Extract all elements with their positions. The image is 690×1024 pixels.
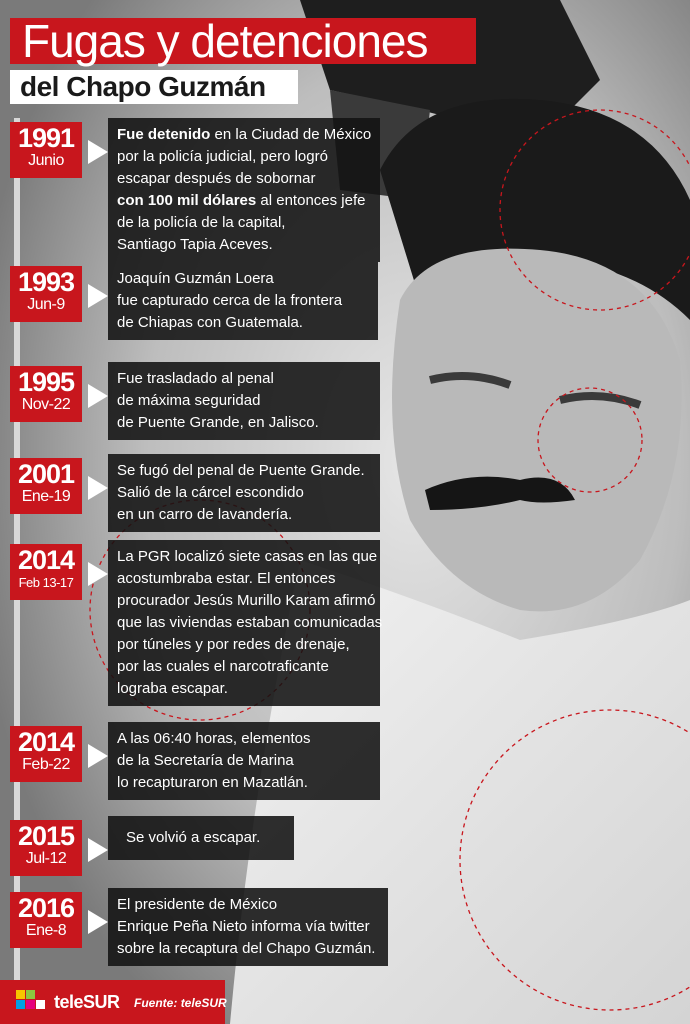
description-text: acostumbraba estar. El entonces — [117, 570, 336, 587]
description-text: en la Ciudad de México — [210, 126, 372, 143]
description-text: de la policía de la capital, — [117, 214, 286, 231]
description-text: Santiago Tapia Aceves. — [117, 236, 273, 253]
description-line — [117, 124, 370, 146]
description-line — [117, 190, 370, 212]
description-text: El presidente de México — [117, 896, 278, 913]
description-text: escapar después de sobornar — [117, 170, 316, 187]
description-line — [117, 482, 370, 504]
event-date-tag — [10, 726, 82, 782]
description-line — [117, 772, 370, 794]
description-text: que las viviendas estaban comunicadas — [117, 614, 383, 631]
event-description — [108, 816, 294, 860]
event-date: Ene-8 — [25, 922, 67, 939]
description-text: de Puente Grande, en Jalisco. — [117, 414, 319, 431]
description-line — [117, 750, 370, 772]
arrow-right-icon — [88, 744, 108, 768]
event-date: Nov-22 — [21, 396, 71, 413]
description-line — [117, 312, 368, 334]
event-description — [108, 118, 380, 262]
description-line — [117, 234, 370, 256]
event-date: Feb 13-17 — [18, 575, 74, 590]
description-text: La PGR localizó siete casas en las que — [117, 548, 378, 565]
highlight-text: con 100 mil dólares — [117, 192, 257, 209]
event-description — [108, 454, 380, 532]
description-text: por túneles y por redes de drenaje, — [117, 636, 350, 653]
page-subtitle: del Chapo Guzmán — [20, 71, 266, 102]
description-text: de Chiapas con Guatemala. — [117, 314, 303, 331]
event-date: Jun-9 — [27, 296, 65, 313]
logo-prefix: tele — [54, 992, 84, 1012]
description-line — [117, 634, 370, 656]
description-text: al entonces jefe — [256, 192, 366, 209]
description-text: Se fugó del penal de Puente Grande. — [117, 462, 365, 479]
event-year: 2015 — [17, 821, 75, 851]
arrow-right-icon — [88, 838, 108, 862]
description-line — [117, 590, 376, 612]
description-text: procurador Jesús Murillo Karam afirmó — [117, 592, 376, 609]
description-line — [117, 146, 370, 168]
description-line — [117, 412, 370, 434]
description-text: de la Secretaría de Marina — [117, 752, 294, 769]
highlight-text: Fue detenido — [117, 126, 211, 143]
description-line — [117, 460, 370, 482]
arrow-right-icon — [88, 562, 108, 586]
source-value: teleSUR — [180, 996, 227, 1010]
event-description — [108, 888, 388, 966]
event-date: Ene-19 — [21, 488, 71, 505]
description-line — [117, 728, 370, 750]
event-year: 2016 — [17, 893, 75, 923]
description-text: por las cuales el narcotraficante — [117, 658, 329, 675]
event-description — [108, 262, 378, 340]
source-label: Fuente: — [134, 996, 178, 1010]
description-text: Fue trasladado al penal — [117, 370, 274, 387]
description-text: Joaquín Guzmán Loera — [117, 270, 274, 287]
arrow-right-icon — [88, 476, 108, 500]
logo-suffix: SUR — [83, 992, 120, 1012]
arrow-right-icon — [88, 384, 108, 408]
event-date-tag — [10, 366, 82, 422]
description-text: A las 06:40 horas, elementos — [117, 730, 311, 747]
event-description — [108, 362, 380, 440]
event-date: Feb-22 — [22, 756, 70, 773]
subtitle-banner — [10, 70, 298, 104]
telesur-logo-icon — [14, 986, 50, 1016]
event-date-tag — [10, 122, 82, 178]
event-date-tag — [10, 544, 82, 600]
page-title: Fugas y detenciones — [22, 15, 428, 67]
description-text: Enrique Peña Nieto informa vía twitter — [117, 918, 370, 935]
description-line — [117, 656, 370, 678]
description-text: en un carro de lavandería. — [117, 506, 293, 523]
event-date-tag — [10, 266, 82, 322]
event-description — [108, 722, 380, 800]
description-line — [117, 894, 378, 916]
description-text: Se volvió a escapar. — [126, 829, 261, 846]
event-date: Jul-12 — [25, 850, 67, 867]
event-year: 1991 — [17, 123, 75, 153]
event-date-tag — [10, 458, 82, 514]
event-year: 1995 — [17, 367, 75, 397]
event-description — [108, 540, 383, 706]
arrow-right-icon — [88, 910, 108, 934]
event-date: Junio — [28, 152, 64, 169]
event-date-tag — [10, 820, 82, 876]
description-line — [117, 568, 370, 590]
description-line — [117, 268, 368, 290]
arrow-right-icon — [88, 284, 108, 308]
description-line — [117, 390, 370, 412]
description-text: sobre la recaptura del Chapo Guzmán. — [117, 940, 376, 957]
event-year: 2001 — [17, 459, 75, 489]
event-year: 2014 — [17, 545, 75, 575]
description-text: lograba escapar. — [117, 680, 228, 697]
source-credit — [134, 996, 227, 1010]
telesur-logo-text — [54, 992, 120, 1013]
description-line — [117, 504, 370, 526]
event-year: 1993 — [17, 267, 75, 297]
description-line — [117, 916, 378, 938]
description-line — [126, 827, 284, 849]
description-line — [117, 678, 370, 700]
description-line — [117, 938, 378, 960]
description-line — [117, 546, 378, 568]
description-line — [117, 212, 370, 234]
description-text: fue capturado cerca de la frontera — [117, 292, 343, 309]
description-text: Salió de la cárcel escondido — [117, 484, 304, 501]
arrow-right-icon — [88, 140, 108, 164]
title-banner — [10, 15, 476, 67]
description-line — [117, 168, 370, 190]
description-line — [117, 612, 383, 634]
description-text: de máxima seguridad — [117, 392, 261, 409]
description-line — [117, 290, 368, 312]
event-date-tag — [10, 892, 82, 948]
description-text: por la policía judicial, pero logró — [117, 148, 328, 165]
description-line — [117, 368, 370, 390]
description-text: lo recapturaron en Mazatlán. — [117, 774, 308, 791]
event-year: 2014 — [17, 727, 75, 757]
